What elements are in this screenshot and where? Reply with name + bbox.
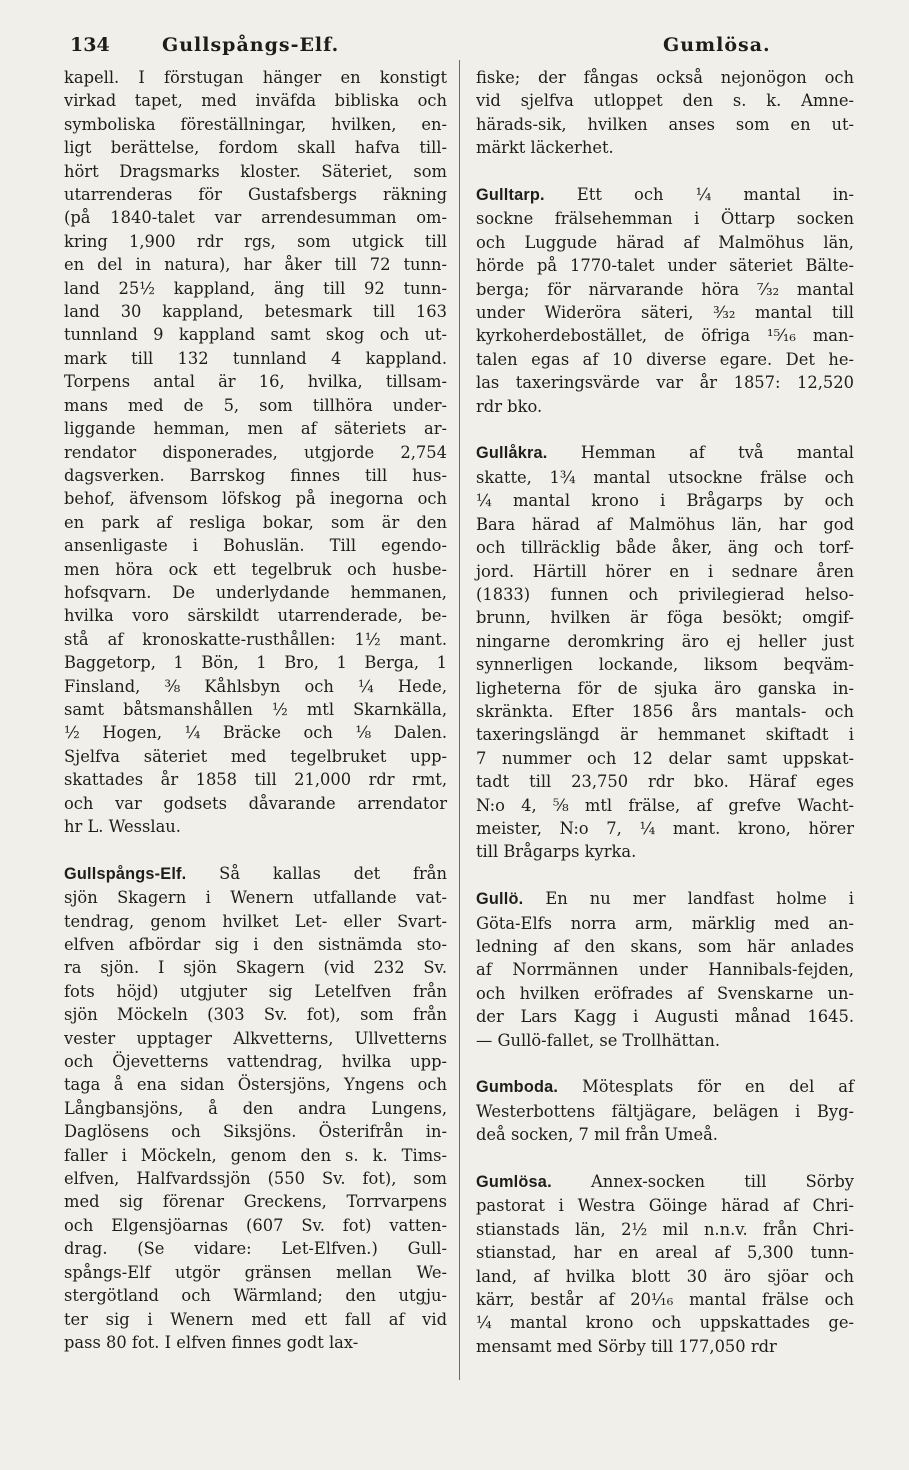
entry-gullo-line: af Norrmännen under Hannibals-fejden, <box>476 960 854 980</box>
left-running-head: Gullspångs-Elf. <box>162 34 340 56</box>
entry-gullakra-line: ningarne deromkring äro ej heller just <box>476 631 854 651</box>
text-line: fiske; der fångas också nejonögon och <box>476 68 854 87</box>
entry-gullakra-line: meister, N:o 7, ¼ mant. krono, hörer <box>476 818 854 838</box>
entry-gullakra-line: (1833) funnen och privilegierad helso- <box>476 584 854 604</box>
entry-gullakra-keyword: Gullåkra. <box>476 444 548 463</box>
entry-gullspangs-elf-line: med sig förenar Greckens, Torrvarpens <box>64 1192 447 1212</box>
entry-gullo-line: Göta-Elfs norra arm, märklig med an- <box>476 913 854 933</box>
entry-gullspangs-elf-line: fots höjd) utgjuter sig Letelfven från <box>64 981 447 1001</box>
entry-gullspangs-elf-line: sjön Skagern i Wenern utfallande vat- <box>64 888 447 908</box>
entry-gullspangs-elf-line: vester upptager Alkvetterns, Ullvetterns <box>64 1028 447 1048</box>
text-line: Sjelfva säteriet med tegelbruket upp- <box>64 746 447 766</box>
text-line: land 25½ kappland, äng till 92 tunn- <box>64 278 447 298</box>
text-line: Torpens antal är 16, hvilka, tillsam- <box>64 372 447 392</box>
text-line: kring 1,900 rdr rgs, som utgick till <box>64 231 447 251</box>
entry-gulltarp-line: rdr bko. <box>476 396 543 416</box>
text-line: dagsverken. Barrskog finnes till hus- <box>64 465 447 485</box>
entry-gulltarp-line: talen egas af 10 diverse egare. Det he- <box>476 349 854 369</box>
entry-gulltarp-line: under Wideröra säteri, ³⁄₃₂ mantal till <box>476 303 854 323</box>
entry-gumboda-keyword: Gumboda. <box>476 1078 559 1097</box>
page-number: 134 <box>70 34 110 56</box>
entry-gullspangs-elf-line: elfven afbördar sig i den sistnämda sto- <box>64 935 447 955</box>
entry-gullakra-first-line <box>476 441 854 465</box>
entry-gumlosa-line: kärr, består af 20¹⁄₁₆ mantal frälse och <box>476 1290 854 1310</box>
entry-gumlosa-lead-text: Annex-socken till Sörby <box>551 1172 854 1192</box>
text-line: symboliska föreställningar, hvilken, en- <box>64 114 447 134</box>
paragraph-gap <box>476 418 854 441</box>
paragraph-gap <box>476 864 854 887</box>
entry-gumlosa-line: stianstads län, 2½ mil n.n.v. från Chri- <box>476 1219 854 1239</box>
text-line: stå af kronoskatte-rusthållen: 1½ mant. <box>64 629 447 649</box>
entry-gullspangs-elf-line: pass 80 fot. I elfven finnes godt lax- <box>64 1332 359 1352</box>
entry-gumboda-first-line <box>476 1075 854 1099</box>
text-line: hört Dragsmarks kloster. Säteriet, som <box>64 161 447 181</box>
entry-gullspangs-elf-line: Långbansjöns, å den andra Lungens, <box>64 1098 447 1118</box>
text-line: hvilka voro särskildt utarrenderade, be- <box>64 606 447 626</box>
entry-gumlosa-line: land, af hvilka blott 30 äro sjöar och <box>476 1266 854 1286</box>
entry-gullakra-line: synnerligen lockande, liksom beqväm- <box>476 655 854 675</box>
text-line: märkt läckerhet. <box>476 138 614 158</box>
entry-gullspangs-elf-keyword: Gullspångs-Elf. <box>64 864 187 883</box>
entry-gullakra-line: 7 nummer och 12 delar samt uppskat- <box>476 748 854 768</box>
text-line: liggande hemman, men af säteriets ar- <box>64 419 447 439</box>
entry-gullspangs-elf-line: stergötland och Wärmland; den utgju- <box>64 1286 447 1306</box>
text-line: virkad tapet, med inväfda bibliska och <box>64 91 447 111</box>
text-line: Baggetorp, 1 Bön, 1 Bro, 1 Berga, 1 <box>64 653 447 673</box>
entry-gullakra-line: ¼ mantal krono i Brågarps by och <box>476 491 854 511</box>
entry-gumlosa-line: pastorat i Westra Göinge härad af Chri- <box>476 1196 854 1216</box>
entry-gullo-lead-text: En nu mer landfast holme i <box>523 889 854 909</box>
entry-gullo-line: ledning af den skans, som här anlades <box>476 936 854 956</box>
text-line: utarrenderas för Gustafsbergs räkning <box>64 185 447 205</box>
text-line: hofsqvarn. De underlydande hemmanen, <box>64 582 447 602</box>
entry-gullspangs-elf-line: drag. (Se vidare: Let-Elfven.) Gull- <box>64 1239 447 1259</box>
entry-gulltarp-first-line <box>476 183 854 207</box>
text-line: mans med de 5, som tillhöra under- <box>64 395 447 415</box>
entry-gullo-first-line <box>476 887 854 911</box>
entry-gumlosa-line: mensamt med Sörby till 177,050 rdr <box>476 1336 777 1356</box>
entry-gullakra-line: brunn, hvilken är föga besökt; omgif- <box>476 608 854 628</box>
text-line: ligt berättelse, fordom skall hafva till- <box>64 138 447 158</box>
entry-gullakra-line: skränkta. Efter 1856 års mantals- och <box>476 701 854 721</box>
entry-gumboda-lead-text: Mötesplats för en del af <box>558 1077 854 1097</box>
entry-gullo-keyword: Gullö. <box>476 890 524 909</box>
entry-gullakra-line: ligheterna för de sjuka äro ganska in- <box>476 678 854 698</box>
text-line: ½ Hogen, ¼ Bräcke och ⅛ Dalen. <box>64 723 447 743</box>
paragraph-gap <box>476 160 854 183</box>
entry-gullo-line: — Gullö-fallet, se Trollhättan. <box>476 1030 721 1050</box>
paragraph-gap <box>476 1147 854 1170</box>
text-line: land 30 kappland, betesmark till 163 <box>64 302 447 322</box>
entry-gullo-line: och hvilken eröfrades af Svenskarne un- <box>476 983 854 1003</box>
entry-gulltarp-lead-text: Ett och ¼ mantal in- <box>544 185 854 205</box>
text-line: härads-sik, hvilken anses som en ut- <box>476 114 854 134</box>
entry-gullo-line: der Lars Kagg i Augusti månad 1645. <box>476 1007 854 1027</box>
entry-gumlosa-line: ¼ mantal krono och uppskattades ge- <box>476 1313 854 1333</box>
entry-gullspangs-elf-line: taga å ena sidan Östersjöns, Yngens och <box>64 1075 447 1095</box>
text-line: (på 1840-talet var arrendesumman om- <box>64 208 447 228</box>
entry-gullakra-line: Bara härad af Malmöhus län, har god <box>476 514 854 534</box>
entry-gullspangs-elf-line: och Öjevetterns vattendrag, hvilka upp- <box>64 1052 447 1072</box>
entry-gullakra-line: jord. Härtill hörer en i sednare åren <box>476 561 854 581</box>
entry-gullspangs-elf-line: sjön Möckeln (303 Sv. fot), som från <box>64 1005 447 1025</box>
entry-gullspangs-elf-line: ra sjön. I sjön Skagern (vid 232 Sv. <box>64 958 447 978</box>
entry-gulltarp-line: sockne frälsehemman i Öttarp socken <box>476 209 854 229</box>
text-line: en park af resliga bokar, som är den <box>64 512 447 532</box>
entry-gulltarp-line: och Luggude härad af Malmöhus län, <box>476 232 854 252</box>
entry-gullspangs-elf-line: faller i Möckeln, genom den s. k. Tims- <box>64 1145 447 1165</box>
column-divider <box>459 60 460 1380</box>
left-column <box>64 66 447 1354</box>
entry-gulltarp-line: hörde på 1770-talet under säteriet Bälte- <box>476 256 854 276</box>
text-line: behof, äfvensom löfskog på inegorna och <box>64 489 447 509</box>
running-header <box>70 34 869 60</box>
entry-gulltarp-keyword: Gulltarp. <box>476 186 545 205</box>
text-line: vid sjelfva utloppet den s. k. Amne- <box>476 91 854 111</box>
entry-gumboda-line: deå socken, 7 mil från Umeå. <box>476 1125 718 1145</box>
entry-gumlosa-keyword: Gumlösa. <box>476 1173 552 1192</box>
entry-gullspangs-elf-line: Daglösens och Siksjöns. Österifrån in- <box>64 1122 447 1142</box>
text-line: skattades år 1858 till 21,000 rdr rmt, <box>64 770 447 790</box>
entry-gullspangs-elf-line: tendrag, genom hvilket Let- eller Svart- <box>64 911 447 931</box>
entry-gullakra-line: N:o 4, ⅝ mtl frälse, af grefve Wacht- <box>476 795 854 815</box>
entry-gumboda-line: Westerbottens fältjägare, belägen i Byg- <box>476 1101 854 1121</box>
text-line: ansenligaste i Bohuslän. Till egendo- <box>64 536 447 556</box>
text-line: samt båtsmanshållen ½ mtl Skarnkälla, <box>64 699 447 719</box>
entry-gulltarp-line: las taxeringsvärde var år 1857: 12,520 <box>476 373 854 393</box>
entry-gullakra-line: taxeringslängd är hemmanet skiftadt i <box>476 725 854 745</box>
entry-gullakra-line: skatte, 1¾ mantal utsockne frälse och <box>476 467 854 487</box>
text-line: Finsland, ⅜ Kåhlsbyn och ¼ Hede, <box>64 676 447 696</box>
text-line: kapell. I förstugan hänger en konstigt <box>64 68 447 87</box>
entry-gullspangs-elf-line: elfven, Halfvardssjön (550 Sv. fot), som <box>64 1169 447 1189</box>
entry-gullakra-line: till Brågarps kyrka. <box>476 842 637 862</box>
paragraph-gap <box>476 1052 854 1075</box>
entry-gullakra-lead-text: Hemman af två mantal <box>547 443 854 463</box>
entry-gulltarp-line: kyrkoherdebostället, de öfriga ¹⁵⁄₁₆ man- <box>476 326 854 346</box>
entry-gumlosa-line: stianstad, har en areal af 5,300 tunn- <box>476 1243 854 1263</box>
text-line: och var godsets dåvarande arrendator <box>64 793 447 813</box>
text-line: tunnland 9 kappland samt skog och ut- <box>64 325 447 345</box>
entry-gullspangs-elf-line: spångs-Elf utgör gränsen mellan We- <box>64 1262 447 1282</box>
entry-gullakra-line: och tillräcklig både åker, äng och torf- <box>476 538 854 558</box>
text-line: rendator disponerades, utgjorde 2,754 <box>64 442 447 462</box>
entry-gullspangs-elf-lead-text: Så kallas det från <box>186 863 447 883</box>
paragraph-gap <box>64 838 447 861</box>
right-running-head: Gumlösa. <box>663 34 771 56</box>
text-line: hr L. Wesslau. <box>64 817 181 836</box>
entry-gullakra-line: tadt till 23,750 rdr bko. Häraf eges <box>476 772 854 792</box>
text-line: mark till 132 tunnland 4 kappland. <box>64 348 447 368</box>
entry-gullspangs-elf-line: ter sig i Wenern med ett fall af vid <box>64 1309 447 1329</box>
entry-gullspangs-elf-first-line <box>64 862 447 886</box>
text-line: en del in natura), har åker till 72 tunn- <box>64 255 447 275</box>
entry-gullspangs-elf-line: och Elgensjöarnas (607 Sv. fot) vatten- <box>64 1215 447 1235</box>
right-column <box>476 66 854 1358</box>
entry-gumlosa-first-line <box>476 1170 854 1194</box>
text-line: men höra ock ett tegelbruk och husbe- <box>64 559 447 579</box>
entry-gulltarp-line: berga; för närvarande höra ⁷⁄₃₂ mantal <box>476 279 854 299</box>
